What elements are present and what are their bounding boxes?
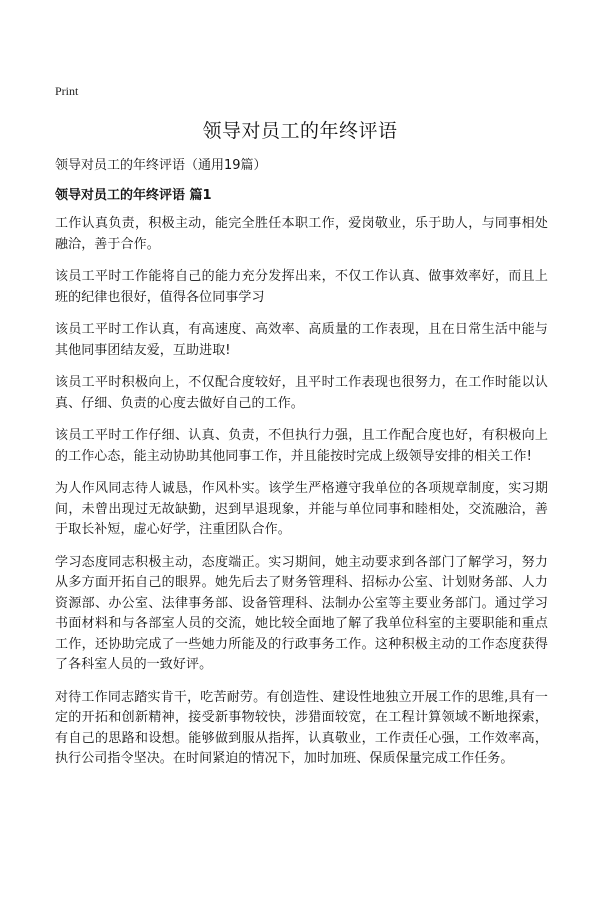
print-label: Print <box>55 84 79 98</box>
paragraph: 该员工平时工作仔细、认真、负责，不但执行力强，且工作配合度也好，有积极向上的工作心态，能主动协助其他同事工作，并且能按时完成上级领导安排的相关工作! <box>55 428 548 464</box>
paragraph: 为人作风同志待人诚恳，作风朴实。该学生严格遵守我单位的各项规章制度，实习期间，未曾出现过无故缺勤，迟到早退现象，并能与单位同事和睦相处，交流融洽，善于取长补短，虚心好学，注重团队合作。 <box>55 481 548 537</box>
document-subtitle: 领导对员工的年终评语（通用19篇） <box>55 158 267 173</box>
paragraph: 对待工作同志踏实肯干，吃苦耐劳。有创造性、建设性地独立开展工作的思维,具有一定的开拓和创新精神，接受新事物较快，涉猎面较宽，在工程计算领域不断地探索，有自己的思路和设想。能够做到服从指挥，认真敬业，工作责任心强，工作效率高，执行公司指令坚决。在时间紧迫的情况下，加时加班、保质保量完成工作任务。 <box>55 689 548 766</box>
paragraph: 工作认真负责，积极主动，能完全胜任本职工作，爱岗敬业，乐于助人，与同事相处融洽，善于合作。 <box>55 216 548 252</box>
paragraph: 该员工平时工作能将自己的能力充分发挥出来，不仅工作认真、做事效率好，而且上班的纪律也很好，值得各位同事学习 <box>55 269 548 305</box>
paragraph: 学习态度同志积极主动，态度端正。实习期间，她主动要求到各部门了解学习，努力从多方面开拓自己的眼界。她先后去了财务管理科、招标办公室、计划财务部、人力资源部、办公室、法律事务部、设备管理科、法制办公室等主要业务部门。通过学习书面材料和与各部室人员的交流，她比较全面地了解了我单位科室的主要职能和重点工作，还协助完成了一些她力所能及的行政事务工作。这种积极主动的工作态度获得了各科室人员的一致好评。 <box>55 554 548 672</box>
section-heading: 领导对员工的年终评语 篇1 <box>55 188 212 203</box>
paragraph: 该员工平时积极向上，不仅配合度较好，且平时工作表现也很努力，在工作时能以认真、仔细、负责的心度去做好自己的工作。 <box>55 375 548 411</box>
paragraph: 该员工平时工作认真，有高速度、高效率、高质量的工作表现，且在日常生活中能与其他同事团结友爱，互助进取! <box>55 322 548 358</box>
document-title: 领导对员工的年终评语 <box>202 120 398 142</box>
paragraph-list <box>55 214 548 782</box>
